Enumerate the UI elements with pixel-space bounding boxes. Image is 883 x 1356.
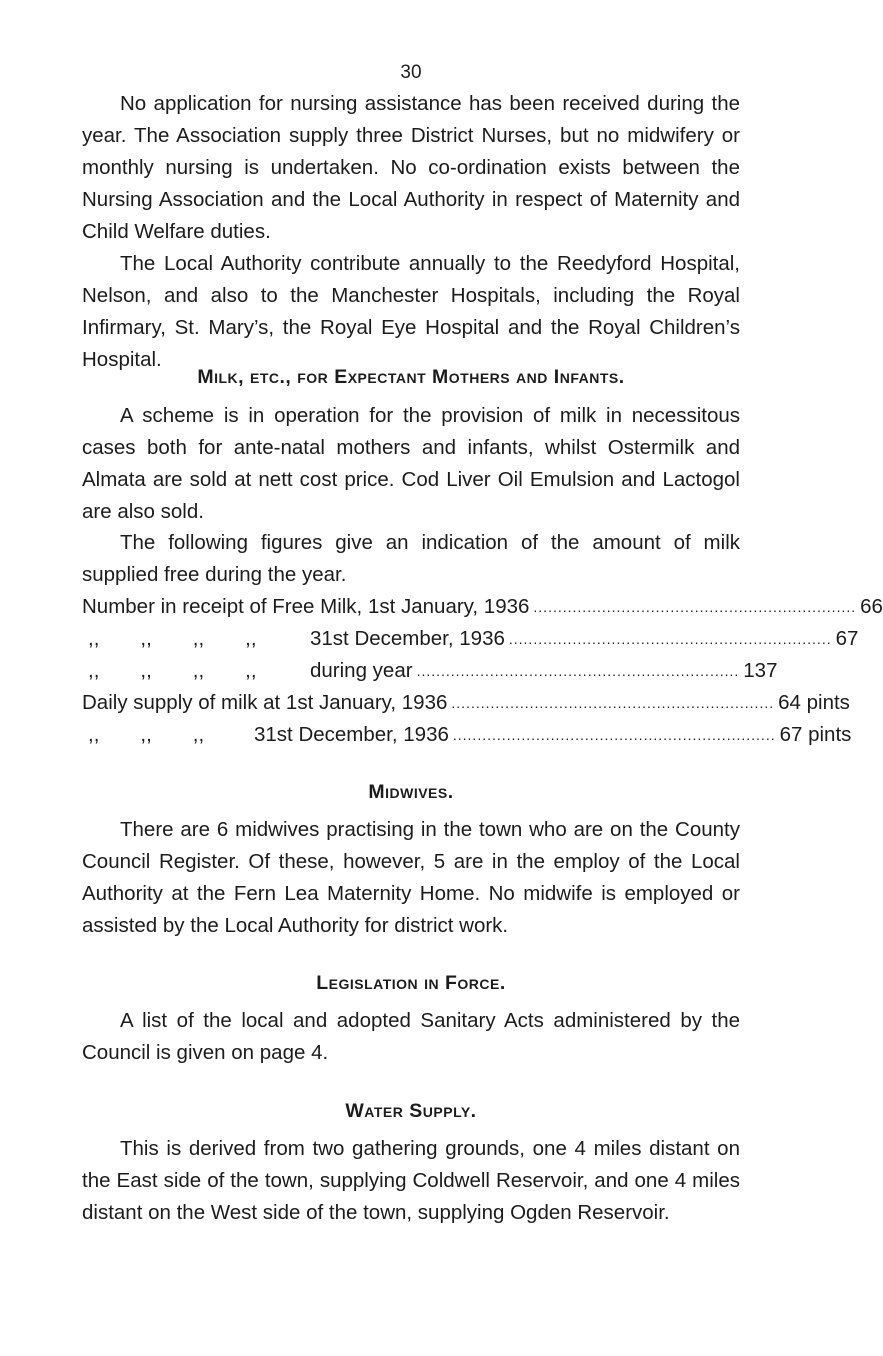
nursing-paragraph: No application for nursing assistance has been received during the year. The Association supply three District Nurses, but no midwifery or monthly nursing is undertaken. No co-ordination exists between the Nursing Association and the Local Authority in respect of Maternity and Child Welfare duties.: [82, 92, 740, 243]
milk-row: ,, ,, ,, ,, during year .................................................................. 137: [82, 655, 740, 687]
milk-row: ,, ,, ,, ,, 31st December, 1936 .................................................................. 67: [82, 623, 740, 655]
leader-dots: ..................................................................: [452, 727, 776, 743]
water-supply-paragraph: This is derived from two gathering grounds, one 4 miles distant on the East side of the town, supplying Coldwell Reservoir, and one 4 miles distant on the West side of the town, supplying Ogden Reservoir.: [82, 1137, 740, 1224]
ditto-marks: ,, ,, ,, ,,: [88, 627, 257, 650]
milk-figures-intro: The following figures give an indication of the amount of milk supplied free during the year.: [82, 531, 740, 586]
midwives-heading: Midwives.: [368, 781, 454, 803]
legislation-heading: Legislation in Force.: [316, 972, 506, 994]
milk-row: Number in receipt of Free Milk, 1st January, 1936 .................................................................. 66: [82, 591, 740, 623]
milk-scheme-paragraph: A scheme is in operation for the provision of milk in necessitous cases both for ante-natal mothers and infants, whilst Ostermilk and Almata are sold at nett cost price. Cod Liver Oil Emulsion and Lactogol are also sold.: [82, 404, 740, 523]
page-number: 30: [400, 62, 422, 83]
water-supply-heading: Water Supply.: [345, 1100, 477, 1122]
midwives-paragraph: There are 6 midwives practising in the town who are on the County Council Register. Of these, however, 5 are in the employ of the Local Authority at the Fern Lea Maternity Home. No midwife is employed or assisted by the Local Authority for district work.: [82, 818, 740, 937]
legislation-paragraph: A list of the local and adopted Sanitary Acts administered by the Council is given on page 4.: [82, 1009, 740, 1064]
milk-row: ,, ,, ,, 31st December, 1936 .................................................................. 67 pints: [82, 719, 740, 751]
ditto-marks: ,, ,, ,,: [88, 723, 205, 746]
hospitals-paragraph: The Local Authority contribute annually to the Reedyford Hospital, Nelson, and also to the Manchester Hospitals, including the Royal Infirmary, St. Mary’s, the Royal Eye Hospital and the Royal Children’s Hospital.: [82, 252, 740, 371]
leader-dots: ..................................................................: [508, 631, 832, 647]
milk-heading: Milk, etc., for Expectant Mothers and Infants.: [197, 366, 625, 388]
milk-row: Daily supply of milk at 1st January, 1936 .................................................................. 64 pints: [82, 687, 740, 719]
leader-dots: ..................................................................: [533, 599, 857, 615]
ditto-marks: ,, ,, ,, ,,: [88, 659, 257, 682]
leader-dots: ..................................................................: [451, 695, 775, 711]
leader-dots: ..................................................................: [416, 663, 740, 679]
